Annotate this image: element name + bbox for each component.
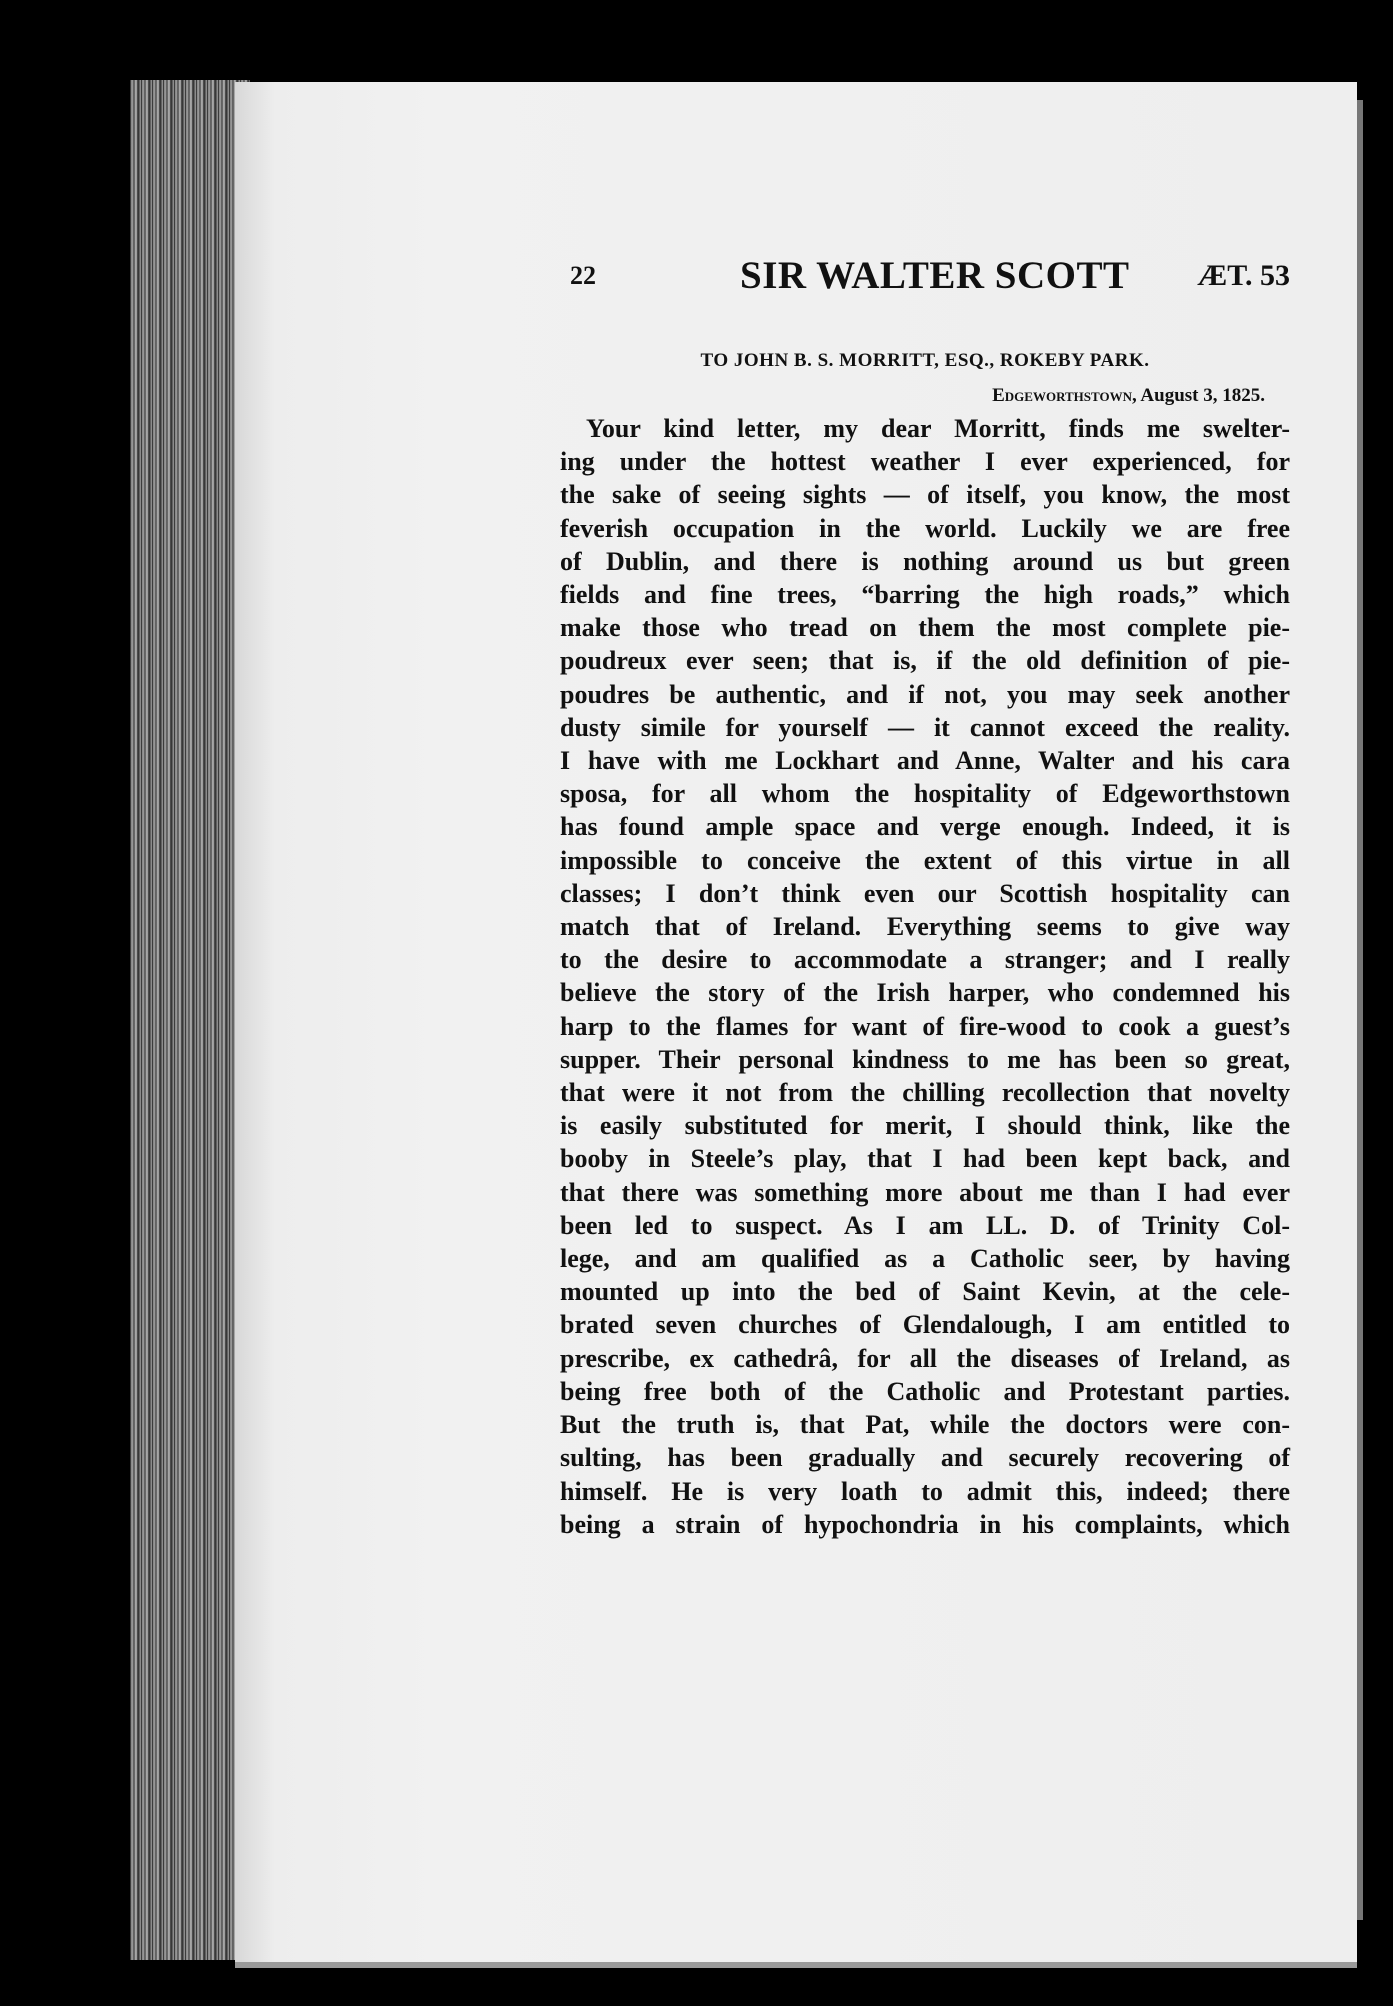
- text-line: dusty simile for yourself — it cannot exceed the reality.: [560, 712, 1290, 742]
- text-line: has found ample space and verge enough. Indeed, it is: [560, 812, 1290, 842]
- text-line: that there was something more about me than I had ever: [560, 1177, 1290, 1207]
- text-line: poudres be authentic, and if not, you may seek another: [560, 679, 1290, 709]
- text-line: the sake of seeing sights — of itself, you know, the most: [560, 480, 1290, 510]
- book-binding-edge: [130, 80, 250, 1960]
- text-line: ing under the hottest weather I ever experienced, for: [560, 447, 1290, 477]
- text-line: that were it not from the chilling recollection that novelty: [560, 1078, 1290, 1108]
- text-line: being a strain of hypochondria in his complaints, which: [560, 1509, 1290, 1539]
- letter-dateline: [560, 385, 1265, 407]
- text-line: classes; I don’t think even our Scottish hospitality can: [560, 878, 1290, 908]
- text-line: supper. Their personal kindness to me has been so great,: [560, 1044, 1290, 1074]
- text-line: Your kind letter, my dear Morritt, finds me swelter-: [586, 414, 1290, 443]
- text-line: prescribe, ex cathedrâ, for all the diseases of Ireland, as: [560, 1343, 1290, 1373]
- text-line: brated seven churches of Glendalough, I am entitled to: [560, 1310, 1290, 1340]
- running-title: SIR WALTER SCOTT: [740, 254, 1130, 297]
- text-line: mounted up into the bed of Saint Kevin, at the cele-: [560, 1277, 1290, 1307]
- text-line: been led to suspect. As I am LL. D. of Trinity Col-: [560, 1210, 1290, 1240]
- text-line: sulting, has been gradually and securely recovering of: [560, 1443, 1290, 1473]
- age-note: ÆT. 53: [1197, 259, 1290, 292]
- running-header: [570, 253, 1290, 303]
- page-right-edge: [1357, 100, 1363, 1920]
- text-line: himself. He is very loath to admit this, indeed; there: [560, 1476, 1290, 1506]
- text-line: match that of Ireland. Everything seems to give way: [560, 912, 1290, 942]
- text-line: I have with me Lockhart and Anne, Walter and his cara: [560, 746, 1290, 776]
- text-line: to the desire to accommodate a stranger; and I really: [560, 945, 1290, 975]
- text-line: poudreux ever seen; that is, if the old definition of pie-: [560, 646, 1290, 676]
- text-line: of Dublin, and there is nothing around us but green: [560, 546, 1290, 576]
- text-line: booby in Steele’s play, that I had been kept back, and: [560, 1144, 1290, 1174]
- text-line: sposa, for all whom the hospitality of Edgeworthstown: [560, 779, 1290, 809]
- letter-salutation: TO JOHN B. S. MORRITT, ESQ., ROKEBY PARK.: [700, 350, 1150, 371]
- text-line: feverish occupation in the world. Luckily we are free: [560, 513, 1290, 543]
- text-line: fields and fine trees, “barring the high roads,” which: [560, 580, 1290, 610]
- letter-date: August 3, 1825.: [1140, 385, 1265, 406]
- letter-place: Edgeworthstown,: [992, 385, 1137, 406]
- text-line: lege, and am qualified as a Catholic seer, by having: [560, 1244, 1290, 1274]
- text-line: But the truth is, that Pat, while the doctors were con-: [560, 1410, 1290, 1440]
- text-line: is easily substituted for merit, I should think, like the: [560, 1111, 1290, 1141]
- text-line: being free both of the Catholic and Protestant parties.: [560, 1376, 1290, 1406]
- text-line: make those who tread on them the most complete pie-: [560, 613, 1290, 643]
- text-line: harp to the flames for want of fire-wood to cook a guest’s: [560, 1011, 1290, 1041]
- letter-body: [560, 412, 1290, 1541]
- page-number: 22: [570, 261, 596, 290]
- text-line: impossible to conceive the extent of this virtue in all: [560, 845, 1290, 875]
- text-line: believe the story of the Irish harper, who condemned his: [560, 978, 1290, 1008]
